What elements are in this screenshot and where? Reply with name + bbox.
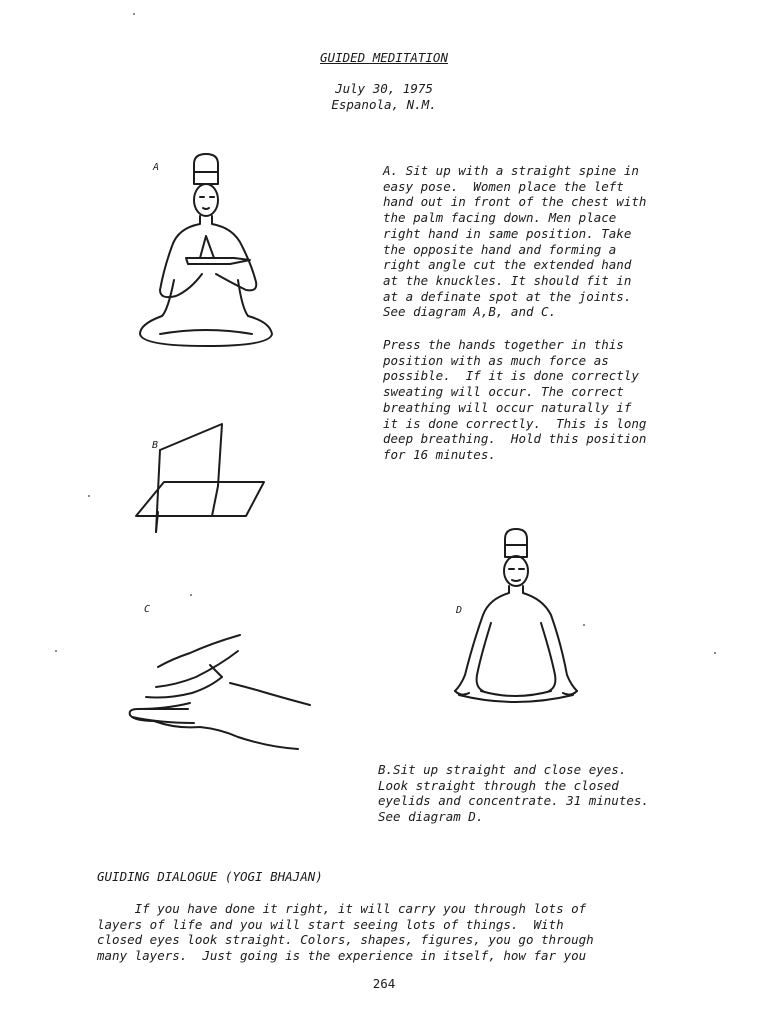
scan-speck xyxy=(55,650,57,652)
figure-a-label: A xyxy=(153,162,160,173)
figure-b-intersecting-planes xyxy=(130,420,270,540)
place-line: Espanola, N.M. xyxy=(331,97,437,112)
figure-c-label: C xyxy=(144,604,151,615)
scan-speck xyxy=(714,652,716,654)
figure-d-label: D xyxy=(456,605,463,616)
figure-c-hands-crossing xyxy=(120,625,320,760)
figure-a-seated-hands-at-chest xyxy=(130,150,290,355)
dialogue-heading: GUIDING DIALOGUE (YOGI BHAJAN) xyxy=(97,869,323,884)
page-title: GUIDED MEDITATION xyxy=(320,50,448,65)
instruction-paragraph-a: A. Sit up with a straight spine in easy pose. Women place the left hand out in front of the chest with the palm facing down. Men place right hand in same position. Take the opposite hand and forming a right angle cut the extended hand at the knuckles. It should fit in at a definate spot at the joints. See diagram A,B, and C. xyxy=(383,163,647,320)
instruction-paragraph-press: Press the hands together in this position with as much force as possible. If it is done correctly sweating will occur. The correct breathing will occur naturally if it is done correctly. This is long deep breathing. Hold this position for 16 minutes. xyxy=(383,337,647,462)
figure-d-seated-meditation xyxy=(445,525,590,715)
page-number: 264 xyxy=(372,976,396,991)
scan-speck xyxy=(583,624,585,626)
dialogue-text: If you have done it right, it will carry you through lots of layers of life and you will start seeing lots of things. With closed eyes look straight. Colors, shapes, figures, you go through many layers. Just going is the experience in itself, how far you xyxy=(97,901,594,964)
scan-speck xyxy=(190,594,192,596)
instruction-paragraph-b: B.Sit up straight and close eyes. Look straight through the closed eyelids and concentrate. 31 minutes. See diagram D. xyxy=(378,762,649,825)
figure-b-label: B xyxy=(152,440,159,451)
scan-speck xyxy=(88,495,90,497)
scan-speck xyxy=(133,13,135,15)
date-line: July 30, 1975 xyxy=(335,81,433,96)
